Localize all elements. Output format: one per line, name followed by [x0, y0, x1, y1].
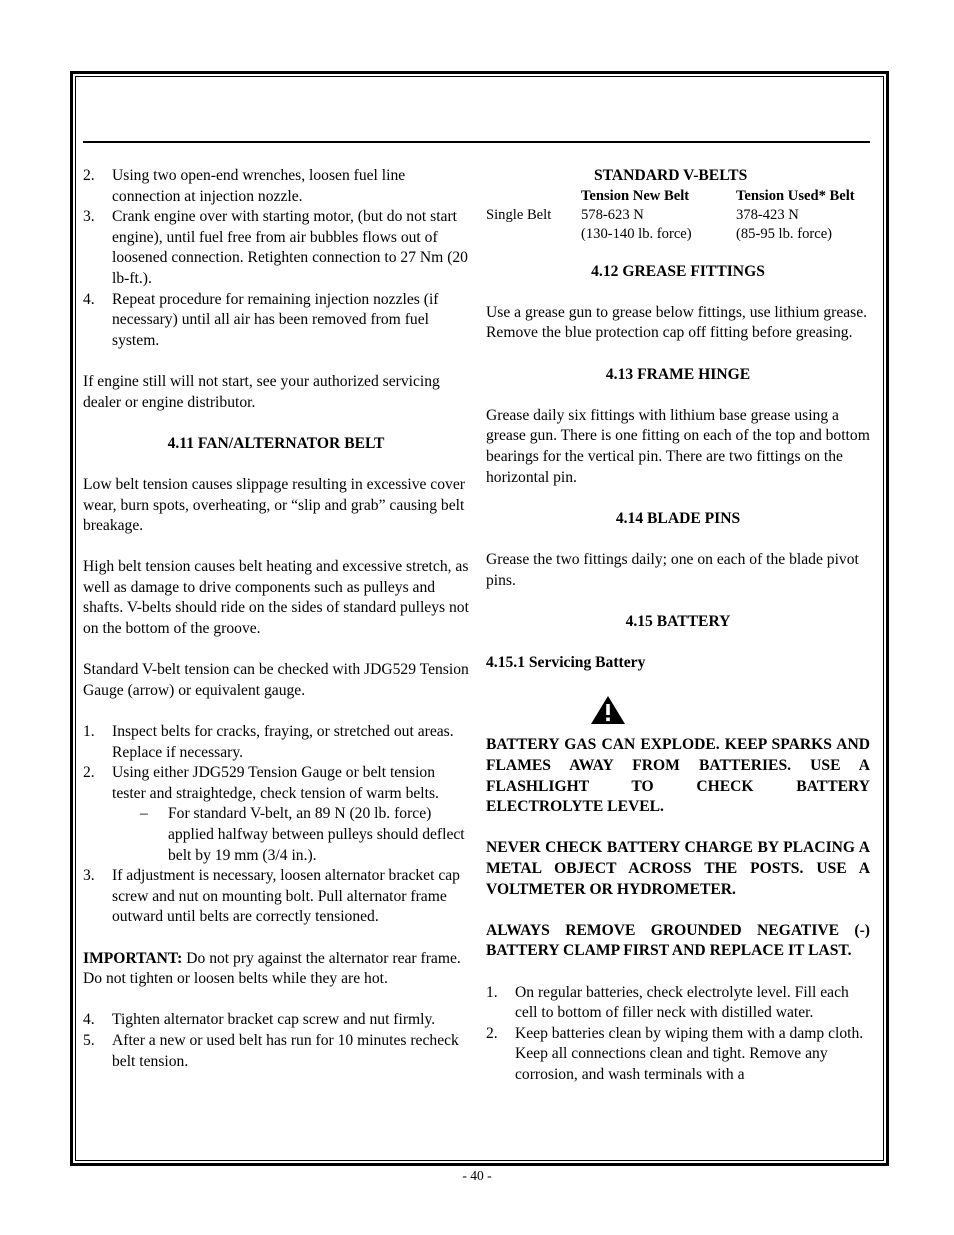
- list-text: Inspect belts for cracks, fraying, or stretched out areas. Replace if necessary.: [112, 723, 454, 761]
- list-item: [83, 763, 469, 804]
- warning-triangle-icon: [590, 695, 626, 725]
- section-heading-4-14: 4.14 BLADE PINS: [615, 509, 741, 527]
- table-row: [486, 206, 870, 225]
- list-number: 4.: [83, 290, 95, 308]
- vbelt-table-title: STANDARD V-BELTS: [594, 167, 748, 184]
- list-text: Repeat procedure for remaining injection nozzles (if necessary) until all air has been removed from fuel system.: [112, 290, 439, 349]
- paragraph-frame-hinge: Grease daily six fittings with lithium base grease using a grease gun. There is one fitting on each of the top and bottom bearings for the vertical pin. There are two fittings on the horizontal pin.: [486, 406, 870, 486]
- paragraph-still-not-start: If engine still will not start, see your authorized servicing dealer or engine distributor.: [83, 372, 440, 411]
- warning-icon-area: [486, 673, 870, 735]
- list-item: [83, 722, 469, 763]
- header-rule: [83, 141, 870, 143]
- list-item: [83, 166, 469, 207]
- important-note: [83, 949, 469, 990]
- list-number: 4.: [83, 1011, 95, 1029]
- table-header-cell: Tension New Belt: [581, 187, 690, 204]
- list-text: On regular batteries, check electrolyte level. Fill each cell to bottom of filler neck with distilled water.: [515, 983, 849, 1022]
- list-number: 3.: [83, 867, 95, 885]
- list-text: Tighten alternator bracket cap screw and nut firmly.: [112, 1011, 436, 1029]
- list-number: 1.: [486, 983, 498, 1001]
- table-header-cell: Tension Used* Belt: [736, 187, 855, 204]
- table-cell: (85-95 lb. force): [736, 225, 833, 242]
- warning-metal-object: NEVER CHECK BATTERY CHARGE BY PLACING A METAL OBJECT ACROSS THE POSTS. USE A VOLTMETER OR HYDROMETER.: [486, 839, 870, 898]
- list-number: 2.: [83, 764, 95, 782]
- list-item: [83, 207, 469, 289]
- table-cell: 578-623 N: [581, 206, 644, 223]
- section-heading-4-13: 4.13 FRAME HINGE: [605, 365, 751, 383]
- table-header-row: [486, 187, 870, 206]
- list-item: [83, 1031, 469, 1072]
- left-column: [83, 166, 469, 1072]
- list-number: 3.: [83, 208, 95, 226]
- list-number: 2.: [486, 1024, 498, 1042]
- list-number: 1.: [83, 723, 95, 741]
- list-text: Using two open-end wrenches, loosen fuel line connection at injection nozzle.: [112, 167, 406, 205]
- table-header-cell: [486, 187, 581, 206]
- list-text: Using either JDG529 Tension Gauge or belt tension tester and straightedge, check tension of warm belts.: [112, 764, 439, 802]
- warning-battery-gas: BATTERY GAS CAN EXPLODE. KEEP SPARKS AND FLAMES AWAY FROM BATTERIES. USE A FLASHLIGHT TO CHECK BATTERY ELECTROLYTE LEVEL.: [486, 736, 870, 816]
- list-text: After a new or used belt has run for 10 minutes recheck belt tension.: [112, 1031, 459, 1070]
- list-text: Crank engine over with starting motor, (but do not start engine), until fuel free from air bubbles flows out of loosened connection. Retighten connection to 27 Nm (20 lb-ft.).: [112, 208, 468, 287]
- paragraph-low-tension: Low belt tension causes slippage resulting in excessive cover wear, burn spots, overheating, or “slip and grab” causing belt breakage.: [83, 475, 465, 535]
- list-text: Keep batteries clean by wiping them with a damp cloth. Keep all connections clean and tight. Remove any corrosion, and wash terminals with a: [515, 1024, 864, 1083]
- table-cell: (130-140 lb. force): [581, 225, 692, 242]
- list-item: [83, 290, 469, 352]
- sub-list-text: For standard V-belt, an 89 N (20 lb. force) applied halfway between pulleys should deflect belt by 19 mm (3/4 in.).: [168, 805, 465, 864]
- paragraph-standard-check: Standard V-belt tension can be checked with JDG529 Tension Gauge (arrow) or equivalent gauge.: [83, 661, 469, 699]
- list-item: [83, 866, 469, 928]
- subsection-heading-4-15-1: 4.15.1 Servicing Battery: [486, 653, 646, 671]
- table-cell: [486, 225, 581, 244]
- section-heading-4-15: 4.15 BATTERY: [625, 612, 731, 630]
- table-row: [486, 225, 870, 244]
- important-label: IMPORTANT:: [83, 949, 183, 967]
- paragraph-blade-pins: Grease the two fittings daily; one on each of the blade pivot pins.: [486, 550, 859, 589]
- list-text: If adjustment is necessary, loosen alternator bracket cap screw and nut on mounting bolt. Pull alternator frame outward until belts are correctly tensioned.: [112, 867, 460, 926]
- warning-negative-clamp: ALWAYS REMOVE GROUNDED NEGATIVE (-) BATTERY CLAMP FIRST AND REPLACE IT LAST.: [486, 921, 870, 960]
- list-number: 5.: [83, 1031, 95, 1049]
- list-item: [83, 1010, 469, 1031]
- table-cell: 378-423 N: [736, 206, 799, 223]
- table-cell: Single Belt: [486, 206, 552, 223]
- list-number: 2.: [83, 167, 95, 184]
- page-number: - 40 -: [462, 1168, 492, 1183]
- important-text: Do not pry against the alternator rear frame. Do not tighten or loosen belts while they are hot.: [83, 949, 461, 988]
- vbelt-table: [486, 166, 870, 244]
- right-column: [486, 166, 870, 1086]
- paragraph-grease: Use a grease gun to grease below fittings, use lithium grease. Remove the blue protection cap off fitting before greasing.: [486, 303, 868, 342]
- list-item: [486, 1024, 870, 1086]
- list-item: [486, 983, 870, 1024]
- paragraph-high-tension: High belt tension causes belt heating and excessive stretch, as well as damage to drive components such as pulleys and shafts. V-belts should ride on the sides of standard pulleys not on the bottom of the groove.: [83, 558, 469, 638]
- sub-list-item: [83, 804, 469, 866]
- section-heading-4-12: 4.12 GREASE FITTINGS: [591, 262, 765, 280]
- section-heading-4-11: 4.11 FAN/ALTERNATOR BELT: [167, 434, 385, 452]
- dash-bullet: –: [140, 805, 148, 823]
